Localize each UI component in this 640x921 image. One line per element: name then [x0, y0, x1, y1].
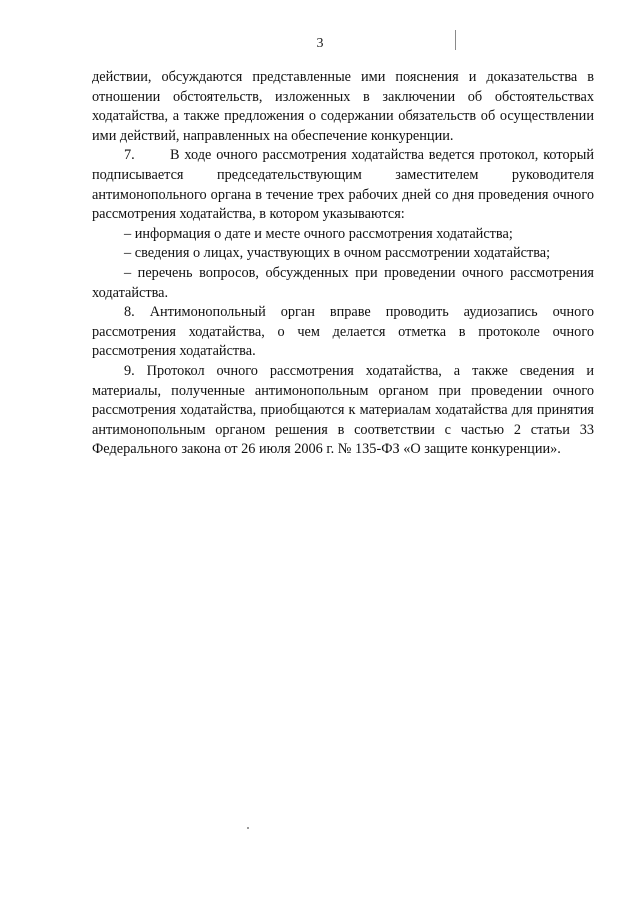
- document-body: [92, 68, 594, 460]
- bullet-item-questions: – перечень вопросов, обсужденных при проведении очного рассмотрения ходатайства.: [92, 264, 594, 301]
- paragraph-continuation: действии, обсуждаются представленные ими пояснения и доказательства в отношении обстоятельств, изложенных в заключении об обстоятельствах ходатайства, а также предложения о содержании обязательств об осуществлении ими действий, направленных на обеспечение конкуренции.: [92, 69, 594, 144]
- paragraph-7-text: В ходе очного рассмотрения ходатайства ведется протокол, который подписывается председательствующим заместителем руководителя антимонопольного органа в течение трех рабочих дней со дня проведения очного рассмотрения ходатайства, в котором указываются:: [92, 147, 594, 223]
- paragraph-7: [92, 146, 594, 224]
- paragraph-9: 9. Протокол очного рассмотрения ходатайства, а также сведения и материалы, полученные антимонопольным органом при проведении очного рассмотрения ходатайства, приобщаются к материалам ходатайства для принятия антимонопольным органом решения в соответствии с частью 2 статьи 33 Федерального закона от 26 июля 2006 г. № 135-ФЗ «О защите конкуренции».: [92, 362, 594, 458]
- bullet-item-date-place: – информация о дате и месте очного рассмотрения ходатайства;: [124, 225, 513, 242]
- bullet-item-participants: – сведения о лицах, участвующих в очном рассмотрении ходатайства;: [124, 245, 551, 262]
- page-number: 3: [316, 36, 324, 51]
- paragraph-8: 8. Антимонопольный орган вправе проводить аудиозапись очного рассмотрения ходатайства, о чем делается отметка в протоколе очного рассмотрения ходатайства.: [92, 304, 594, 360]
- scan-artifact-line: [455, 30, 456, 50]
- paragraph-7-number: 7.: [124, 147, 135, 164]
- scan-artifact-dot: [247, 827, 249, 829]
